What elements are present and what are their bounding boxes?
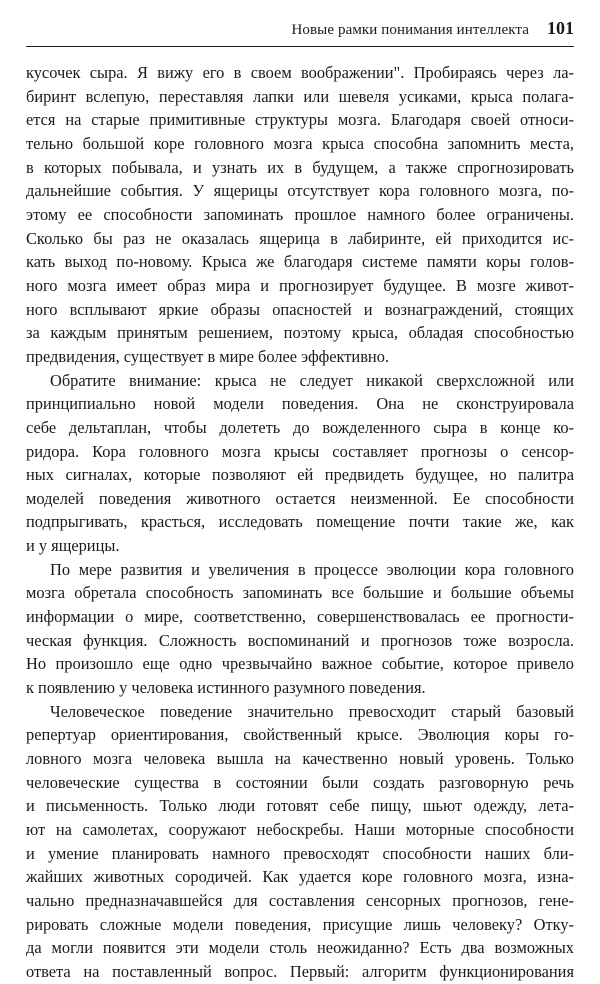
text-line: в которых побывала, и узнать их в будущем, а также спрогнозировать	[26, 157, 574, 177]
running-title: Новые рамки понимания интеллекта	[291, 22, 529, 38]
text-line: ридора. Кора головного мозга крысы составляет прогнозы о сенсор-	[26, 441, 574, 461]
page-number: 101	[547, 18, 574, 38]
running-header	[26, 18, 574, 47]
text-line: за каждым принятым решением, поэтому крыса, обладая способностью	[26, 323, 574, 343]
text-line: предвидения, существует в мире более эффективно.	[26, 346, 389, 366]
text-line: ного всплывают яркие образы опасностей и вознаграждений, стоящих	[26, 299, 574, 319]
text-line: да могли появится эти модели столь неожиданно? Есть два возможных	[26, 938, 574, 958]
text-line: моделей поведения животного остается неизменной. Ее способности	[26, 488, 574, 508]
text-line: ют на самолетах, сооружают небоскребы. Наши моторные способности	[26, 820, 574, 839]
text-line: дальнейшие события. У ящерицы отсутствует кора головного мозга, по-	[26, 181, 574, 201]
text-line: подпрыгивать, красться, исследовать помещение почти такие же, как	[26, 512, 574, 532]
text-line: жайших животных сородичей. Как удается коре головного мозга, изна-	[26, 867, 574, 887]
text-line: рировать сложные модели поведения, присущие лишь человеку? Отку-	[26, 914, 574, 934]
text-line: человеческие существа в состоянии были создать разговорную речь	[26, 772, 574, 792]
text-line: себе дельтаплан, чтобы долететь до вожделенного сыра в конце ко-	[26, 417, 574, 437]
text-line: принципиально новой модели поведения. Она не сконструировала	[26, 394, 574, 414]
text-line: Но произошло еще одно чрезвычайно важное событие, которое привело	[26, 654, 574, 674]
text-line: Обратите внимание: крыса не следует никакой сверхсложной или	[50, 370, 574, 390]
text-line: и у ящерицы.	[26, 536, 120, 556]
text-line: Сколько бы раз не оказалась ящерица в лабиринте, ей приходится ис-	[26, 228, 574, 248]
text-line: информации о мире, соответственно, совершенствовалась ее прогности-	[26, 607, 574, 627]
text-line: и умение планировать намного превосходят способности наших бли-	[26, 843, 574, 863]
body-text	[26, 61, 574, 984]
text-line: ного мозга имеет образ мира и прогнозирует будущее. В мозге живот-	[26, 275, 574, 295]
text-line: По мере развития и увеличения в процессе эволюции кора головного	[50, 559, 574, 579]
text-line: ется на старые примитивные структуры мозга. Благодаря своей относи-	[26, 110, 574, 130]
text-line: чально предназначавшейся для составления сенсорных прогнозов, гене-	[26, 890, 574, 910]
text-line: тельно большой коре головного мозга крыса способна запомнить места,	[26, 133, 574, 153]
text-line: и письменность. Только люди готовят себе пищу, шьют одежду, лета-	[26, 796, 574, 816]
text-line: ответа на поставленный вопрос. Первый: алгоритм функционирования	[26, 961, 574, 981]
text-line: кусочек сыра. Я вижу его в своем воображении". Пробираясь через ла-	[26, 63, 574, 82]
text-line: к появлению у человека истинного разумного поведения.	[26, 678, 426, 698]
book-page	[26, 18, 574, 984]
text-line: Человеческое поведение значительно превосходит старый базовый	[50, 701, 574, 721]
text-line: биринт вслепую, переставляя лапки или шевеля усиками, крыса полага-	[26, 86, 574, 106]
text-line: кать выход по-новому. Крыса же благодаря системе памяти коры голов-	[26, 252, 574, 272]
text-line: ных сигналах, которые позволяют ей предвидеть будущее, но палитра	[26, 465, 574, 485]
text-line: ловного мозга человека вышла на качественно новый уровень. Только	[26, 749, 574, 769]
text-line: репертуар ориентирования, свойственный крысе. Эволюция коры го-	[26, 725, 574, 745]
text-line: мозга обретала способность запоминать все большие и большие объемы	[26, 583, 574, 603]
text-line: этому ее способности запоминать прошлое намного более ограничены.	[26, 204, 574, 224]
text-line: ческая функция. Сложность воспоминаний и прогнозов тоже возросла.	[26, 630, 574, 650]
